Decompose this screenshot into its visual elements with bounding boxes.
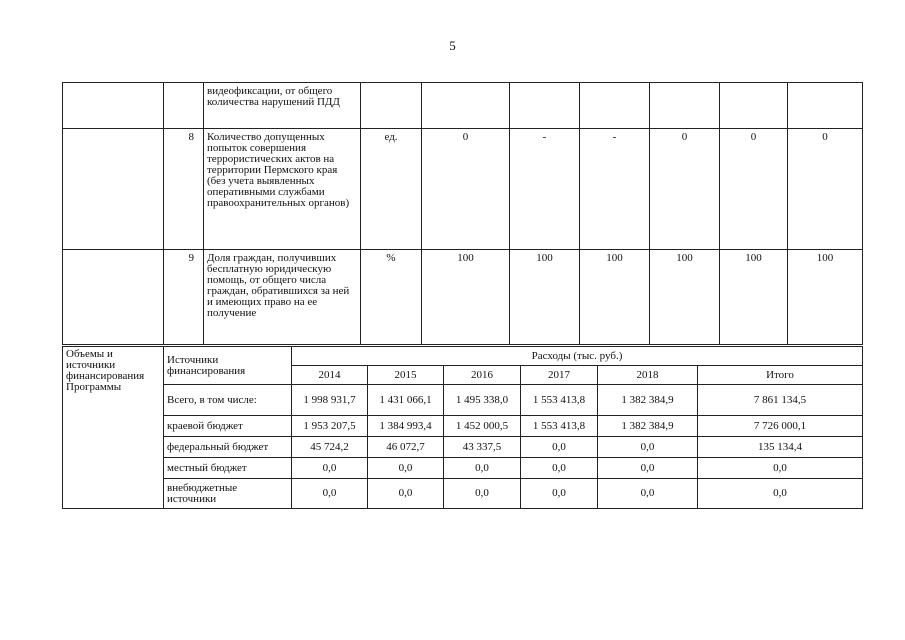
year-header: 2016 [444, 366, 521, 385]
funding-value: 0,0 [698, 479, 863, 509]
funding-value: 135 134,4 [698, 437, 863, 458]
funding-value: 0,0 [444, 479, 521, 509]
indicator-number: 9 [164, 250, 204, 345]
indicator-value: 100 [788, 250, 863, 345]
funding-source: федеральный бюджет [164, 437, 292, 458]
funding-value: 7 726 000,1 [698, 416, 863, 437]
funding-value: 45 724,2 [292, 437, 368, 458]
indicator-row [63, 250, 863, 345]
indicator-text: Количество допущенных попыток совершения террористических актов на территории Пермского края (без учета выявленных оперативными службами правоохранительных органов) [204, 129, 361, 250]
blank-cell [63, 250, 164, 345]
funding-row [63, 385, 863, 416]
indicator-value [720, 83, 788, 129]
funding-value: 1 384 993,4 [368, 416, 444, 437]
funding-value: 0,0 [521, 479, 598, 509]
funding-row [63, 458, 863, 479]
indicator-value [580, 83, 650, 129]
funding-value: 1 553 413,8 [521, 385, 598, 416]
indicator-number: 8 [164, 129, 204, 250]
indicator-value: 0 [650, 129, 720, 250]
funding-value: 0,0 [598, 437, 698, 458]
funding-source: краевой бюджет [164, 416, 292, 437]
indicator-value: 0 [720, 129, 788, 250]
indicator-unit: % [361, 250, 422, 345]
blank-cell [63, 83, 164, 129]
funding-value: 7 861 134,5 [698, 385, 863, 416]
funding-value: 0,0 [521, 437, 598, 458]
funding-row [63, 479, 863, 509]
indicator-text: Доля граждан, получивших бесплатную юридическую помощь, от общего числа граждан, обратившихся за ней и имеющих право на ее получение [204, 250, 361, 345]
year-header: 2015 [368, 366, 444, 385]
funding-value: 0,0 [368, 458, 444, 479]
funding-value: 0,0 [444, 458, 521, 479]
funding-source: Всего, в том числе: [164, 385, 292, 416]
funding-value: 0,0 [598, 479, 698, 509]
funding-value: 1 382 384,9 [598, 385, 698, 416]
funding-value: 0,0 [521, 458, 598, 479]
expenses-header: Расходы (тыс. руб.) [292, 347, 863, 366]
indicator-value [510, 83, 580, 129]
funding-label: Объемы и источники финансирования Программы [63, 347, 164, 509]
funding-row [63, 416, 863, 437]
funding-value: 1 953 207,5 [292, 416, 368, 437]
indicator-value: 0 [788, 129, 863, 250]
page-number: 5 [449, 38, 456, 53]
funding-value: 1 998 931,7 [292, 385, 368, 416]
indicator-value: 0 [422, 129, 510, 250]
funding-header-row [63, 347, 863, 366]
funding-value: 0,0 [292, 458, 368, 479]
indicator-value [650, 83, 720, 129]
funding-value: 46 072,7 [368, 437, 444, 458]
funding-value: 0,0 [292, 479, 368, 509]
funding-value: 1 382 384,9 [598, 416, 698, 437]
indicator-value: 100 [510, 250, 580, 345]
indicator-value: 100 [650, 250, 720, 345]
indicator-row [63, 129, 863, 250]
indicator-number [164, 83, 204, 129]
indicator-value [422, 83, 510, 129]
indicator-value: - [580, 129, 650, 250]
funding-value: 1 431 066,1 [368, 385, 444, 416]
funding-source: внебюджетные источники [164, 479, 292, 509]
year-header: Итого [698, 366, 863, 385]
sources-header: Источники финансирования [164, 347, 292, 385]
funding-row [63, 437, 863, 458]
funding-value: 0,0 [368, 479, 444, 509]
year-header: 2018 [598, 366, 698, 385]
indicator-unit: ед. [361, 129, 422, 250]
indicator-value: 100 [720, 250, 788, 345]
funding-value: 1 452 000,5 [444, 416, 521, 437]
funding-table [62, 346, 863, 509]
year-header: 2017 [521, 366, 598, 385]
blank-cell [63, 129, 164, 250]
indicator-value: - [510, 129, 580, 250]
indicator-value [788, 83, 863, 129]
funding-value: 43 337,5 [444, 437, 521, 458]
year-header: 2014 [292, 366, 368, 385]
funding-source: местный бюджет [164, 458, 292, 479]
indicators-table [62, 82, 863, 345]
funding-value: 0,0 [598, 458, 698, 479]
funding-value: 1 495 338,0 [444, 385, 521, 416]
funding-value: 1 553 413,8 [521, 416, 598, 437]
indicator-unit [361, 83, 422, 129]
indicator-row [63, 83, 863, 129]
funding-value: 0,0 [698, 458, 863, 479]
indicator-value: 100 [580, 250, 650, 345]
indicator-value: 100 [422, 250, 510, 345]
indicator-text: видеофиксации, от общего количества нарушений ПДД [204, 83, 361, 129]
